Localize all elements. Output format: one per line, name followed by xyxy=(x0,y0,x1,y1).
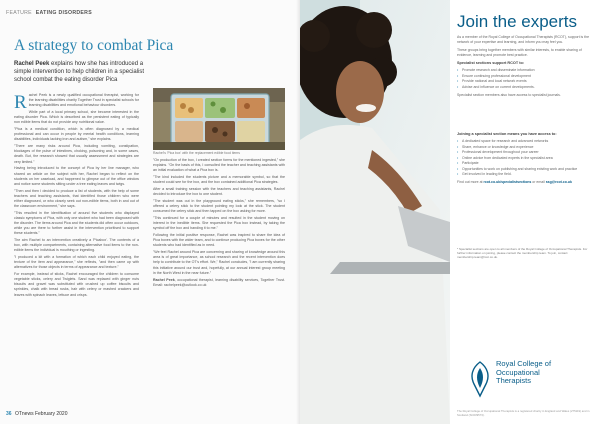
find-out-or: or email xyxy=(531,180,546,184)
standfirst-author: Rachel Peek xyxy=(14,61,50,67)
author-signoff xyxy=(153,278,285,288)
small-print: * Specialist sections are open to all members of the Royal College of Occupational Therapists. For further information on joining, please contact the membership team. To join, contact membership.team@rcot.co.uk. xyxy=(457,247,588,260)
column2-paragraph: "This continued for a couple of minutes and resulted in the student moving on interest in the inedible items. She requested the Pica box instead, by taking the symbol off the box and handing it to me." xyxy=(153,216,285,231)
intro-paragraph: As a member of the Royal College of Occupational Therapists (RCOT), support is the network of your expertise and learning, and inform you may feel you. xyxy=(457,35,590,44)
section-feature: FEATURE xyxy=(6,10,32,16)
section-topic: EATING DISORDERS xyxy=(35,10,92,16)
column1-paragraph: For example, instead of sticks, Rachel encouraged the children to consume vegetable sticks, celery and Twiglets. Sand was replaced with ginger nuts biscuits and gravel was substituted with crushed up coffee biscuits and sprinkles, chalk with bread rusks, hair with celery or mashed crackers and leaves with spinach leaves, lettuce and crisps. xyxy=(14,272,139,297)
column1-paragraph: "I produced a kit with a formation of which each child enjoyed eating, the texture of the item and appearance," she reflects, "and then came up with alternatives for those objects in terms of appearance and texture." xyxy=(14,255,139,270)
join-item: • Professional development throughout your career xyxy=(457,150,595,155)
signoff-role: , occupational therapist, learning disability services, Together Trust. Email: rachelpeek@outlook.co.uk xyxy=(153,277,285,287)
column2-paragraph: "We feel Rachel around Pica are concerning and sharing of knowledge around this area is of great importance, as school research and the recent intervention does help to contribute to the OT's effort. We," Rachel concludes, "I am currently sharing this initiative around our trust and, hopefully, at our annual interest group meeting in the North West in the near future." xyxy=(153,250,285,275)
page-folio xyxy=(6,411,67,417)
column1-paragraph: "Pica is a medical condition, which is often diagnosed by a medical professional and can occur in people by mental health conditions, learning disabilities, individuals lacking iron and autism," she explains. xyxy=(14,127,139,142)
dropcap: R xyxy=(14,92,27,113)
support-item: • Provide national and local network events xyxy=(457,79,595,84)
logo-line: Royal College of xyxy=(496,359,552,368)
support-item: • Ensure continuing professional development xyxy=(457,74,595,79)
column1-paragraph-0-text: achel Peek is a newly qualified occupational therapist, working for the learning disabilities charity Together Trust in specialist schools for learning disabilities and emotional behaviour disorders. xyxy=(28,93,139,108)
find-out-text: Find out more at xyxy=(457,180,484,184)
support-heading: Specialist sections support RCOT to: xyxy=(457,61,525,65)
email-link[interactable]: ssg@rcot.co.uk xyxy=(545,180,572,184)
column2-paragraph: "On production of the box, I created section forms for the mentioned ingested," she explains. "On the basis of this, I consulted the teacher and teaching assistants with an initial evaluation of what a Pica box is. xyxy=(153,158,285,173)
support-item: • Promote research and disseminate information xyxy=(457,68,595,73)
column1-paragraph-0 xyxy=(14,92,139,113)
article-standfirst xyxy=(14,60,146,85)
article-column-2 xyxy=(153,158,285,290)
join-item: • Participate xyxy=(457,161,595,166)
join-item: • Get involved in leading the field. xyxy=(457,172,595,177)
charity-credit: The Royal College of Occupational Therapists is a registered charity in England and Wales (275119) and in Scotland (SC039573). xyxy=(457,409,590,417)
column2-paragraph: "The kind included the students picture and a memorable symbol, so that the student could see for the box, and the box contained additional Pica strategies. xyxy=(153,175,285,185)
find-out-more xyxy=(457,180,595,185)
join-heading: Joining a specialist section means you have access to: xyxy=(457,132,557,136)
support-list xyxy=(457,68,595,90)
column1-paragraph: While part of a local primary school, she became interested in the eating disorder Pica. Which is described as the persistent eating of typically non edible items that do not provide any nutritional value. xyxy=(14,110,139,125)
support-item: • Advise and influence on current developments. xyxy=(457,85,595,90)
join-item: • Online advice from dedicated experts in the specialist area xyxy=(457,156,595,161)
page-number: 36 xyxy=(6,411,12,417)
join-item: • A dedicated space for research and advanced networks xyxy=(457,139,595,144)
column2-paragraph: Following the initial positive response, Rachel was inspired to share the idea of Pica boxes with the wider team, and to continue producing Pica boxes for the other students who had identified as in need. xyxy=(153,233,285,248)
rcot-crest-icon xyxy=(468,360,492,398)
column1-paragraph: Having being introduced to the concept of Pica by her line manager, who shared an article on the subject with her, Rachel began to reflect on the students on her caseload, and happened to glimpse out of the office window and notice some students sitting under a tree eating leaves and twigs. xyxy=(14,166,139,186)
signoff-author: Rachel Peek xyxy=(153,277,175,282)
intro-paragraph: These groups bring together members with similar interests, to enable sharing of evidence, learning and promote best practice. xyxy=(457,48,582,57)
column1-paragraph: "This resulted in the identification of around five students who displayed classic symptoms of Pica, with only one student who had been diagnosed with the disorder. The items around Pica and the students did often occur outdoors, while you are there to further assist in the intervention prioritised to support these students." xyxy=(14,210,139,236)
column1-paragraph: The aim Rachel to an intervention creatively a 'Picabox'. The contents of a box, with multiple compartments, containing alternative food items to the non-edible items the individual is mouthing or ingesting. xyxy=(14,238,139,253)
issue-name: OTnews February 2020 xyxy=(14,411,68,417)
section-label xyxy=(6,10,92,16)
article-column-1 xyxy=(14,93,139,299)
logo-line: Therapists xyxy=(496,376,532,385)
right-page-intro xyxy=(457,35,595,101)
article-headline: A strategy to combat Pica xyxy=(14,37,174,54)
join-item: • Share, enhance or knowledge and experience xyxy=(457,145,595,150)
pica-box-photo xyxy=(153,88,285,150)
column2-paragraph: After a small training session with the teachers and teaching assistants, Rachel decided to introduce the box to one student. xyxy=(153,187,285,197)
sections-link[interactable]: rcot.co.uk/specialistsections xyxy=(483,180,532,184)
join-item: • Opportunities to work on publishing and sharing existing work and practice xyxy=(457,167,595,172)
right-page xyxy=(300,0,600,424)
logo-line: Occupational xyxy=(496,367,540,377)
rcot-logo xyxy=(496,360,596,386)
pica-box-illustration xyxy=(153,88,285,150)
column2-paragraph: "The student was out in the playground eating sticks," she remembers, "so I offered a celery stick to the student pointing my look at the stick. The student consumed the celery stick and then tapped on the box asking for more. xyxy=(153,199,285,214)
right-page-title: Join the experts xyxy=(457,12,578,31)
join-section xyxy=(457,132,595,188)
photo-caption: Rachel's 'Pica box' with the replacement edible food items xyxy=(153,151,240,155)
support-note: Specialist section members also have access to specialist journals. xyxy=(457,92,561,97)
standfirst-text: explains how she has introduced a simple intervention to help children in a specialist school combat the eating disorder Pica xyxy=(14,61,145,84)
column1-paragraph: "There are many risks around Pica, including vomiting, constipation, blockages of the pulse of intestines, choking, poisoning and, in some cases, death. But, the research showed that usually assessment and strategies are very limited." xyxy=(14,144,139,164)
join-list xyxy=(457,139,595,177)
column1-paragraph: "Then and then I decided to produce a list of students, with the help of some teachers and teaching assistants, that identified those children who were either diagnosed, or who closely seek out non-edible items, both in and out of the classroom environment," she says. xyxy=(14,188,139,208)
